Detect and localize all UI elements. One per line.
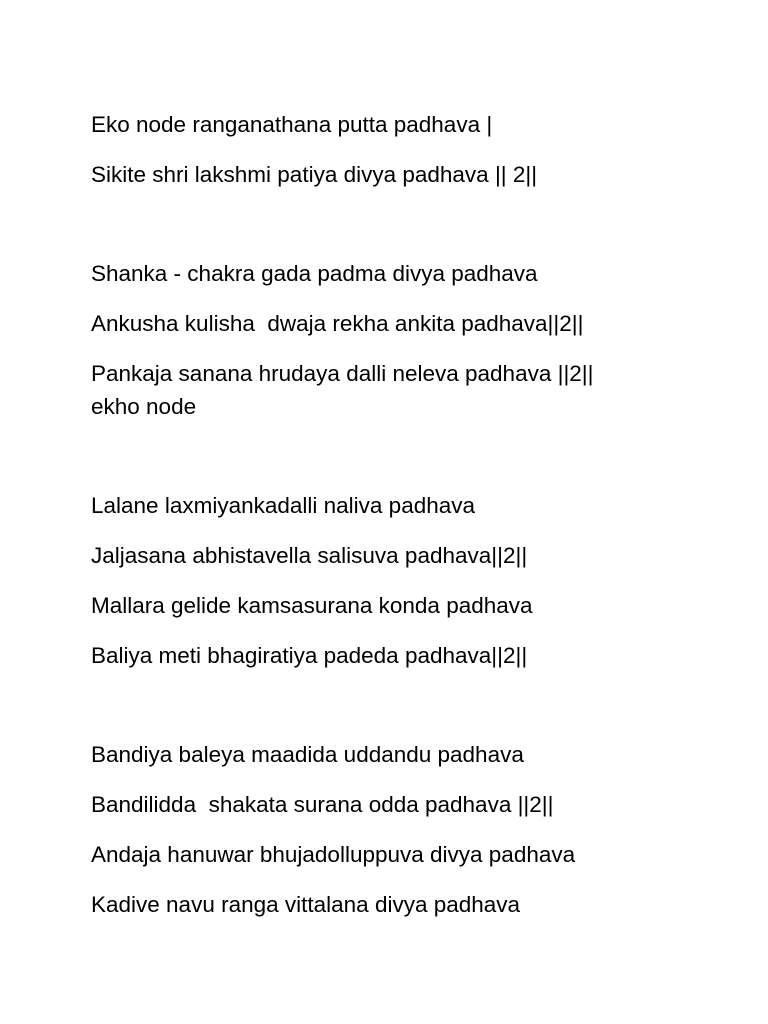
text-line: Ankusha kulisha dwaja rekha ankita padhava||2|| [91,311,584,336]
text-line: Lalane laxmiyankadalli naliva padhava [91,493,476,518]
text-line: Shanka - chakra gada padma divya padhava [91,261,538,286]
text-line: Pankaja sanana hrudaya dalli neleva padhava ||2|| [91,361,594,386]
text-line: Eko node ranganathana putta padhava | [91,112,493,137]
text-line: Bandiya baleya maadida uddandu padhava [91,742,524,767]
text-line: Andaja hanuwar bhujadolluppuva divya padhava [91,842,576,867]
text-line: Kadive navu ranga vittalana divya padhava [91,892,521,917]
text-line: Bandilidda shakata surana odda padhava ||2|| [91,792,554,817]
text-line: Mallara gelide kamsasurana konda padhava [91,593,533,618]
text-line: Sikite shri lakshmi patiya divya padhava || 2|| [91,162,538,187]
text-line: ekho node [91,394,197,419]
text-line: Jaljasana abhistavella salisuva padhava||2|| [91,543,528,568]
text-line: Baliya meti bhagiratiya padeda padhava||2|| [91,643,528,668]
